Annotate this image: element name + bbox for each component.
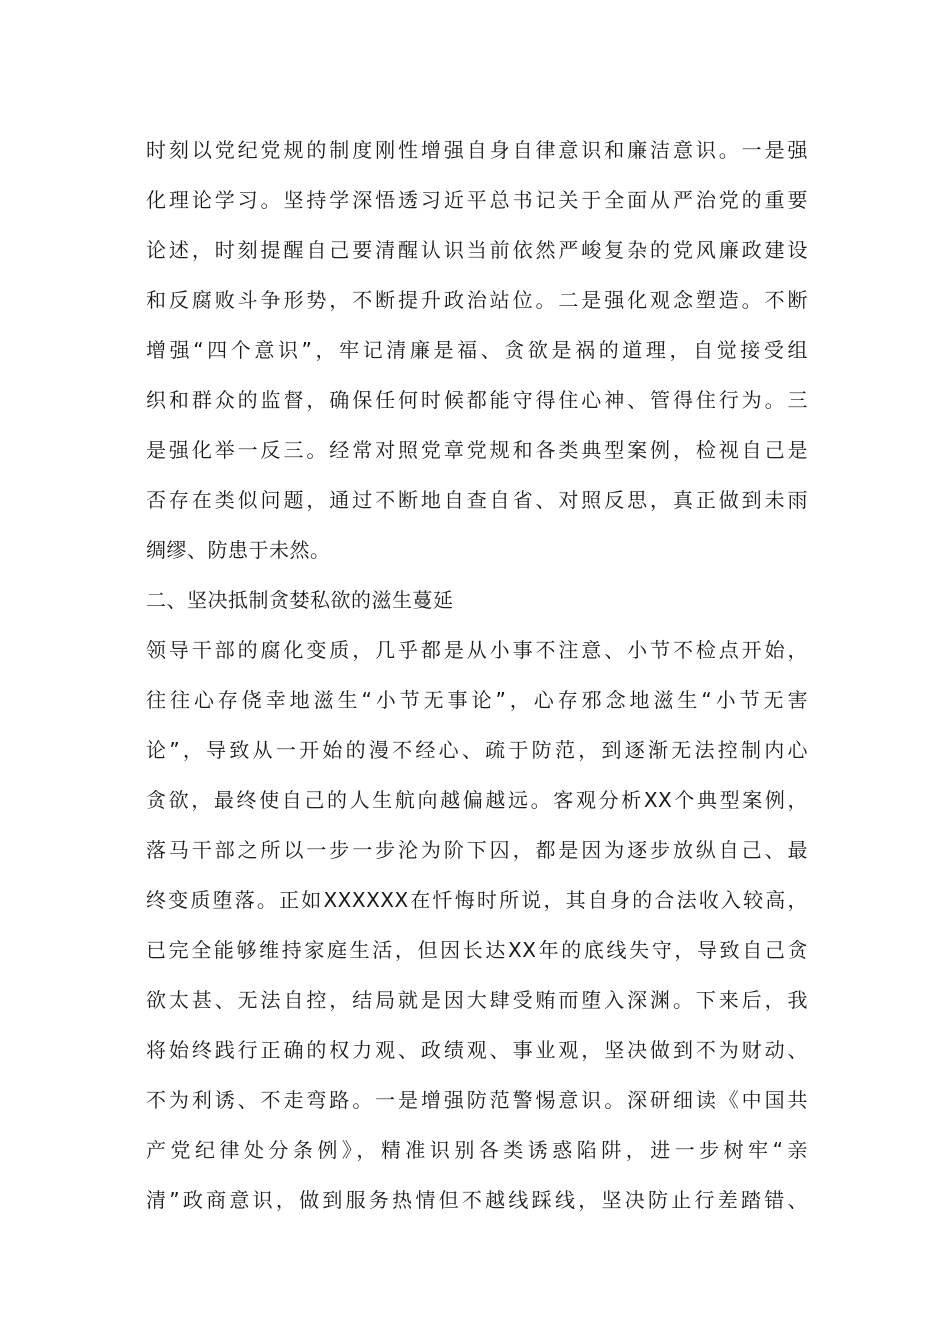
text-line: 增强“四个意识”，牢记清廉是福、贪欲是祸的道理，自觉接受组: [146, 338, 808, 362]
text-line: 产党纪律处分条例》，精准识别各类诱惑陷阱，进一步树牢“亲: [146, 1138, 808, 1162]
section-heading: 二、坚决抵制贪婪私欲的滋生蔓延: [146, 588, 454, 612]
text-line: 论”，导致从一开始的漫不经心、疏于防范，到逐渐无法控制内心: [146, 738, 808, 762]
text-line: 是强化举一反三。经常对照党章党规和各类典型案例，检视自己是: [146, 438, 808, 462]
text-line: 往往心存侥幸地滋生“小节无事论”，心存邪念地滋生“小节无害: [146, 688, 808, 712]
text-line: 领导干部的腐化变质，几乎都是从小事不注意、小节不检点开始，: [146, 638, 808, 662]
text-line: 已完全能够维持家庭生活，但因长达XX年的底线失守，导致自己贪: [146, 938, 808, 962]
text-line: 绸缪、防患于未然。: [146, 538, 331, 562]
text-line: 否存在类似问题，通过不断地自查自省、对照反思，真正做到未雨: [146, 488, 808, 512]
text-line: 欲太甚、无法自控，结局就是因大肆受贿而堕入深渊。下来后，我: [146, 988, 808, 1012]
text-line: 清”政商意识，做到服务热情但不越线踩线，坚决防止行差踏错、: [146, 1188, 808, 1212]
text-line: 终变质堕落。正如XXXXXX在忏悔时所说，其自身的合法收入较高，: [146, 888, 808, 912]
text-line: 化理论学习。坚持学深悟透习近平总书记关于全面从严治党的重要: [146, 188, 808, 212]
text-line: 论述，时刻提醒自己要清醒认识当前依然严峻复杂的党风廉政建设: [146, 238, 808, 262]
text-line: 落马干部之所以一步一步沦为阶下囚，都是因为逐步放纵自己、最: [146, 838, 808, 862]
body-text: [146, 125, 808, 1225]
text-line: 贪欲，最终使自己的人生航向越偏越远。客观分析XX个典型案例，: [146, 788, 808, 812]
text-line: 不为利诱、不走弯路。一是增强防范警惕意识。深研细读《中国共: [146, 1088, 808, 1112]
text-line: 将始终践行正确的权力观、政绩观、事业观，坚决做到不为财动、: [146, 1038, 808, 1062]
text-line: 和反腐败斗争形势，不断提升政治站位。二是强化观念塑造。不断: [146, 288, 808, 312]
text-line: 织和群众的监督，确保任何时候都能守得住心神、管得住行为。三: [146, 388, 808, 412]
text-line: 时刻以党纪党规的制度刚性增强自身自律意识和廉洁意识。一是强: [146, 138, 808, 162]
